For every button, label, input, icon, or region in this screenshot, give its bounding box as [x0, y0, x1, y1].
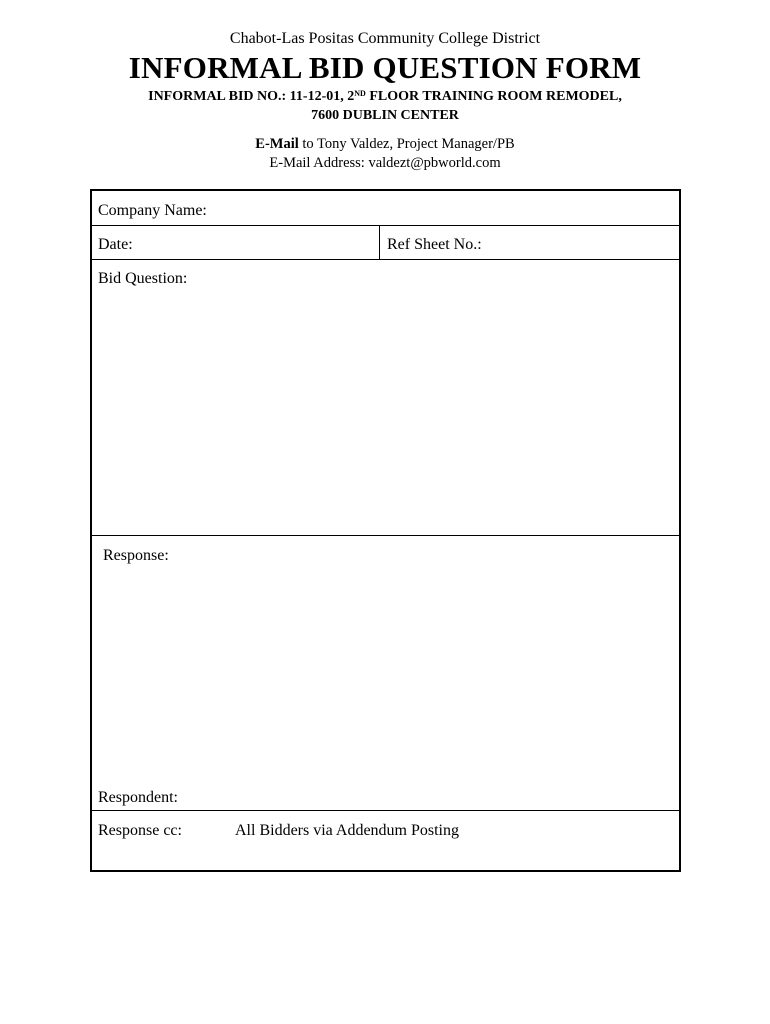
divider [92, 259, 679, 260]
divider [379, 225, 380, 259]
respondent-label: Respondent: [98, 789, 178, 806]
response-cc-label: Response cc: [98, 822, 182, 839]
bid-number-text-rest: FLOOR TRAINING ROOM REMODEL, [365, 89, 622, 104]
ref-sheet-label: Ref Sheet No.: [387, 236, 482, 253]
bid-number-text: INFORMAL BID NO.: 11-12-01, 2 [148, 89, 355, 104]
email-address: E-Mail Address: valdezt@pbworld.com [269, 155, 501, 171]
divider [92, 225, 679, 226]
company-name-label: Company Name: [98, 202, 207, 219]
divider [92, 810, 679, 811]
form-title: INFORMAL BID QUESTION FORM [128, 50, 642, 85]
response-label: Response: [103, 547, 169, 564]
bid-number-block [0, 87, 770, 125]
email-label: E-Mail [255, 136, 299, 152]
bid-number-superscript: ND [354, 89, 366, 98]
bid-question-label: Bid Question: [98, 270, 188, 287]
bid-question-form [90, 189, 681, 872]
bid-location: 7600 DUBLIN CENTER [311, 108, 459, 123]
email-instruction [0, 136, 770, 153]
email-recipient: to Tony Valdez, Project Manager/PB [298, 136, 515, 152]
response-cc-value: All Bidders via Addendum Posting [235, 822, 459, 839]
divider [92, 535, 679, 536]
district-name: Chabot-Las Positas Community College District [229, 30, 541, 47]
date-label: Date: [98, 236, 133, 253]
